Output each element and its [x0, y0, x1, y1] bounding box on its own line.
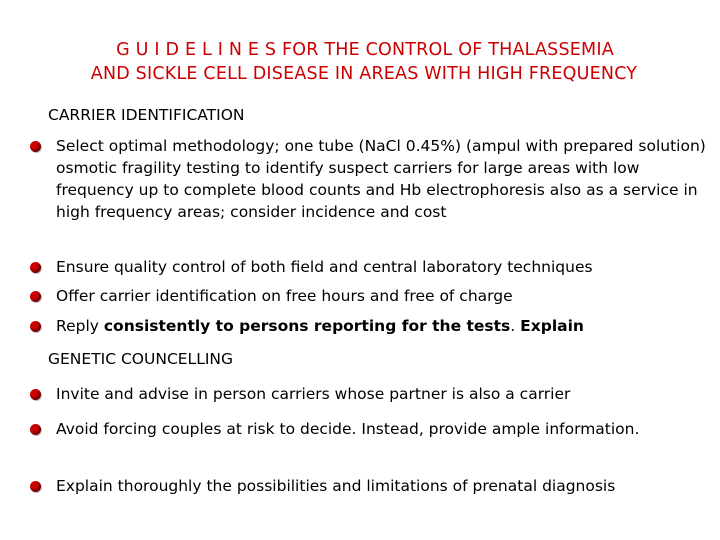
item-text: .	[510, 317, 521, 335]
list-item: Explain thoroughly the possibilities and limitations of prenatal diagnosis	[56, 477, 616, 495]
bullet-icon	[30, 141, 41, 152]
item-text: Reply	[56, 317, 104, 335]
item-emphasis: Explain	[520, 317, 584, 335]
bullet-icon	[30, 262, 41, 273]
bullet-icon	[30, 291, 41, 302]
slide-title	[0, 38, 720, 86]
list-item	[56, 315, 706, 337]
title-line-2: AND SICKLE CELL DISEASE IN AREAS WITH HIGH FREQUENCY	[90, 64, 638, 84]
list-item: Offer carrier identification on free hours and free of charge	[56, 287, 513, 305]
bullet-icon	[30, 389, 41, 400]
title-line-1: G U I D E L I N E S FOR THE CONTROL OF THALASSEMIA	[116, 40, 614, 60]
list-item: Avoid forcing couples at risk to decide. Instead, provide ample information.	[56, 420, 640, 438]
list-item: Invite and advise in person carriers whose partner is also a carrier	[56, 385, 571, 403]
bullet-icon	[30, 321, 41, 332]
item-emphasis: consistently to persons reporting for the tests	[103, 317, 511, 335]
section-heading-genetic-councelling: GENETIC COUNCELLING	[48, 350, 234, 368]
list-item: Ensure quality control of both field and central laboratory techniques	[56, 258, 593, 276]
list-item: Select optimal methodology; one tube (NaCl 0.45%) (ampul with prepared solution) osmotic fragility testing to identify suspect carriers for large areas with low frequency up to complete blood counts and Hb electrophoresis also as a service in high frequency areas; consider incidence and cost	[56, 137, 706, 221]
bullet-icon	[30, 424, 41, 435]
section-heading-carrier-identification: CARRIER IDENTIFICATION	[48, 106, 245, 124]
bullet-icon	[30, 481, 41, 492]
